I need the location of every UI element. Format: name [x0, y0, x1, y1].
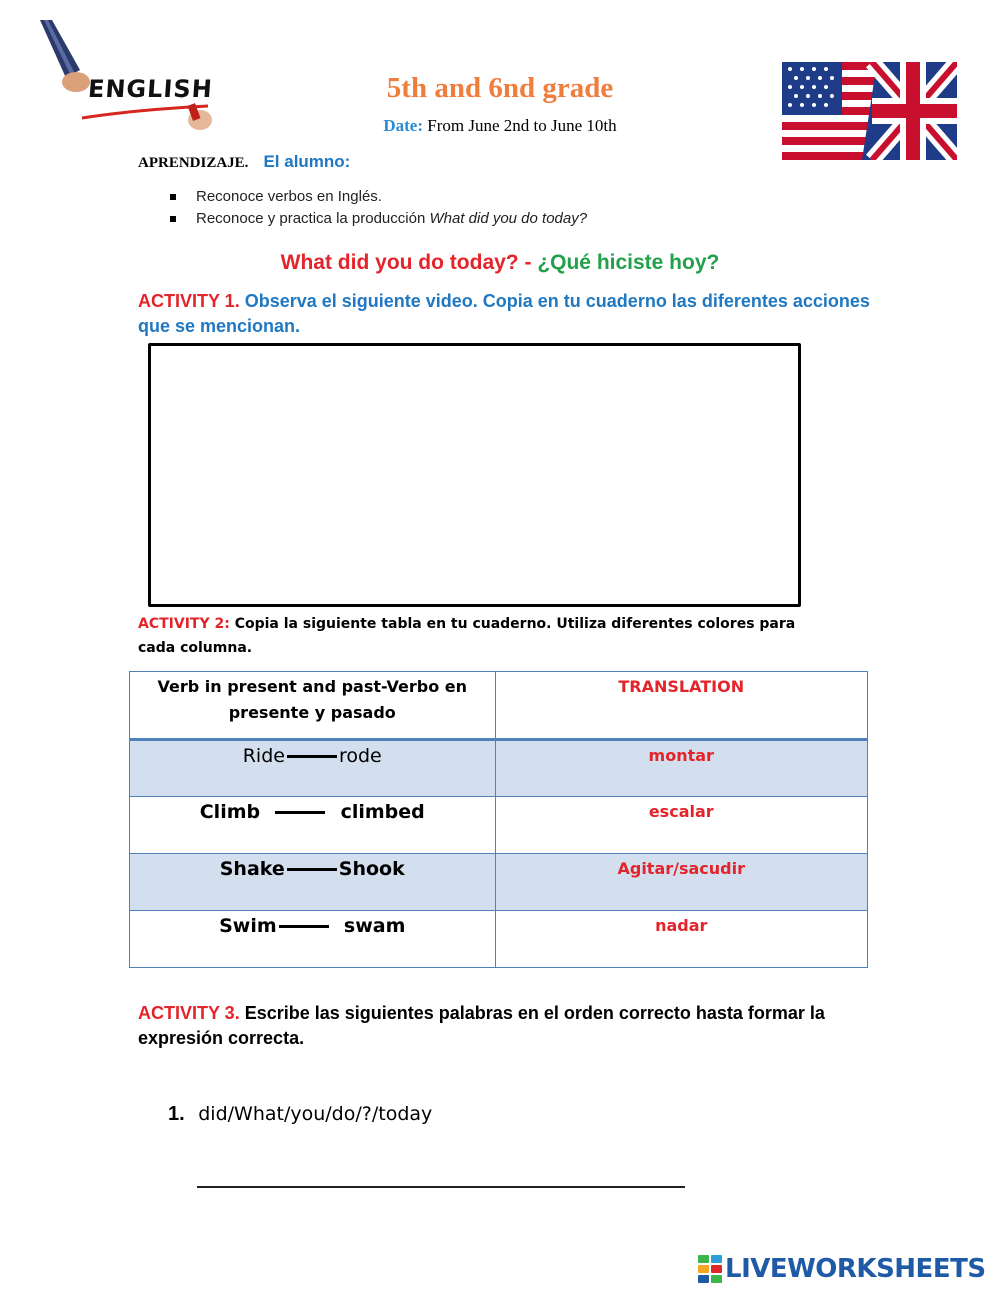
date-value: From June 2nd to June 10th — [423, 116, 617, 135]
header-translation: TRANSLATION — [495, 672, 868, 740]
verb-table — [129, 671, 868, 968]
question-spanish: ¿Qué hiciste hoy? — [537, 251, 720, 274]
exercise-words: did/What/you/do/?/today — [198, 1103, 433, 1125]
english-logo-text: ENGLISH — [87, 75, 214, 103]
liveworksheets-icon — [698, 1255, 722, 1283]
exercise-item — [168, 1103, 432, 1126]
activity-2-instructions — [138, 612, 818, 660]
activity-1-text: Observa el siguiente video. Copia en tu cuaderno las diferentes acciones que se mencionan. — [138, 291, 870, 336]
date-label: Date: — [383, 116, 424, 135]
translation-cell: nadar — [495, 911, 868, 968]
activity-2-text: Copia la siguiente tabla en tu cuaderno. Utiliza diferentes colores para cada columna. — [138, 616, 796, 656]
activity-3-label: ACTIVITY 3. — [138, 1003, 240, 1023]
question-separator: - — [518, 251, 538, 274]
verb-past: Shook — [338, 858, 405, 880]
verb-present: Ride — [242, 745, 285, 767]
verb-present: Climb — [199, 801, 261, 823]
table-header-row — [130, 672, 868, 740]
activity-1-instructions — [138, 289, 878, 339]
aprendizaje-heading — [138, 151, 350, 172]
verb-cell — [130, 854, 496, 911]
liveworksheets-text: LIVEWORKSHEETS — [725, 1254, 986, 1284]
learning-goal-italic: What did you do today? — [429, 210, 588, 227]
table-row — [130, 911, 868, 968]
activity-3-instructions — [138, 1001, 838, 1051]
page-title: 5th and 6nd grade — [386, 72, 614, 104]
verb-cell — [130, 911, 496, 968]
dash-line — [279, 925, 329, 928]
liveworksheets-logo — [698, 1254, 986, 1284]
activity-1-label: ACTIVITY 1. — [138, 291, 240, 311]
activity-2-label: ACTIVITY 2: — [138, 616, 230, 632]
usa-uk-flag-icon — [782, 62, 957, 160]
header-verb: Verb in present and past-Verbo en presente y pasado — [130, 672, 496, 740]
date-line — [300, 116, 700, 136]
table-row — [130, 797, 868, 854]
activity-3-text: Escribe las siguientes palabras en el orden correcto hasta formar la expresión correcta. — [138, 1003, 825, 1048]
dash-line — [275, 811, 325, 814]
verb-cell — [130, 797, 496, 854]
main-question — [0, 251, 1000, 275]
dash-line — [287, 868, 337, 871]
table-row — [130, 854, 868, 911]
verb-past: swam — [343, 915, 406, 937]
video-placeholder[interactable] — [148, 343, 801, 607]
verb-past: rode — [338, 745, 382, 767]
verb-past: climbed — [340, 801, 425, 823]
translation-cell: montar — [495, 740, 868, 797]
verb-present: Shake — [219, 858, 285, 880]
dash-line — [287, 755, 337, 758]
translation-cell: escalar — [495, 797, 868, 854]
aprendizaje-subtitle: El alumno: — [263, 152, 351, 171]
verb-present: Swim — [219, 915, 277, 937]
exercise-number: 1. — [168, 1103, 185, 1125]
learning-goal-item: Reconoce y practica la producción What did you do today? — [168, 208, 587, 230]
learning-goal-item: Reconoce verbos en Inglés. — [168, 186, 587, 208]
question-english: What did you do today? — [280, 251, 519, 274]
learning-goals-list — [168, 186, 587, 230]
table-row — [130, 740, 868, 797]
translation-cell: Agitar/sacudir — [495, 854, 868, 911]
aprendizaje-label: APRENDIZAJE. — [138, 155, 249, 171]
verb-cell — [130, 740, 496, 797]
answer-input-line[interactable] — [197, 1186, 685, 1188]
